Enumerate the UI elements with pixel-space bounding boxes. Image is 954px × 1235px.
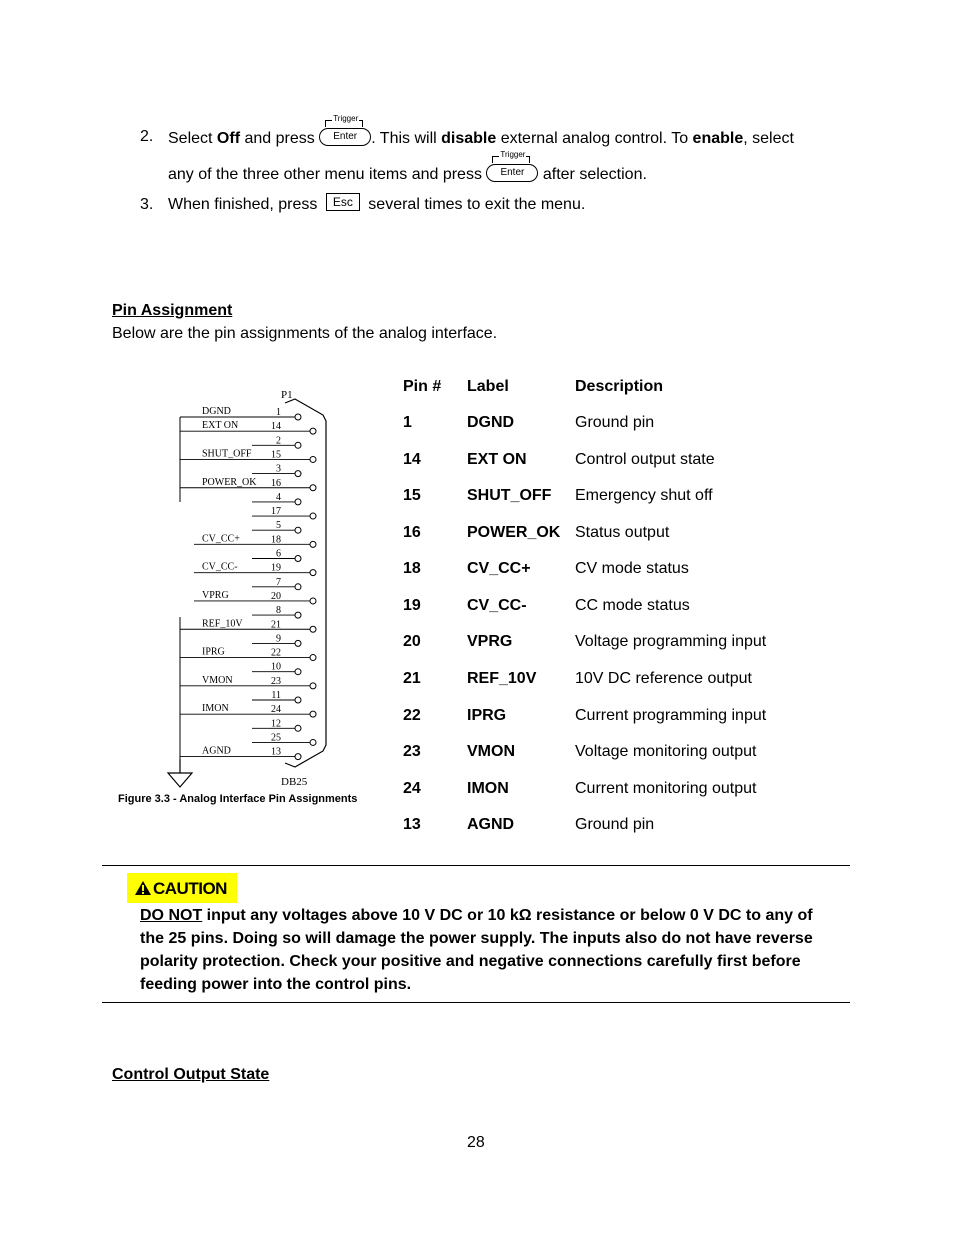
pin-contact — [310, 598, 316, 604]
table-cell-label: IPRG — [467, 707, 507, 724]
table-cell-label: VPRG — [467, 633, 513, 650]
pin-contact — [295, 414, 301, 420]
pin-number-label: 16 — [271, 477, 281, 489]
table-cell-description: Current monitoring output — [575, 780, 757, 797]
step-emph-disable: disable — [441, 130, 497, 148]
table-cell-pin: 13 — [403, 816, 421, 833]
signal-label: IMON — [202, 703, 229, 715]
table-cell-label: CV_CC- — [467, 597, 527, 614]
table-cell-pin: 22 — [403, 707, 421, 724]
pin-number-label: 3 — [276, 463, 281, 475]
table-cell-pin: 19 — [403, 597, 421, 614]
signal-label: IPRG — [202, 646, 225, 658]
table-cell-pin: 14 — [403, 451, 421, 468]
caution-line-2: the 25 pins. Doing so will damage the power supply. The inputs also do not have reverse — [140, 930, 813, 947]
pin-contact — [310, 541, 316, 547]
pin-contact — [295, 499, 301, 505]
table-cell-pin: 16 — [403, 524, 421, 541]
pin-number-label: 24 — [271, 704, 281, 716]
pin-contact — [295, 584, 301, 590]
pin-number-label: 8 — [276, 605, 281, 617]
pin-number-label: 9 — [276, 633, 281, 645]
pin-number-label: 5 — [276, 520, 281, 532]
table-header-pin: Pin # — [403, 378, 442, 395]
table-header-description: Description — [575, 378, 664, 395]
step-emph-off: Off — [216, 130, 241, 148]
connector-shell — [285, 399, 326, 767]
table-cell-label: POWER_OK — [467, 524, 561, 541]
trigger-label: Trigger — [333, 114, 359, 123]
table-cell-description: Voltage monitoring output — [575, 743, 757, 760]
pin-contact — [310, 513, 316, 519]
table-cell-label: IMON — [467, 780, 509, 797]
step-text: external analog control. To — [496, 130, 693, 148]
esc-key-icon: Esc — [326, 193, 360, 211]
pin-contact — [310, 683, 316, 689]
table-cell-description: CV mode status — [575, 560, 689, 577]
table-cell-pin: 24 — [403, 780, 421, 797]
step-text: after selection. — [538, 166, 647, 184]
pin-number-label: 14 — [271, 421, 281, 433]
step-text: any of the three other menu items and press — [168, 166, 487, 184]
pin-number-label: 4 — [276, 491, 281, 503]
caution-text: input any voltages above 10 V DC or 10 kΩ resistance or below 0 V DC to any of — [202, 907, 813, 924]
enter-label: Enter — [486, 164, 538, 182]
pin-contact — [295, 527, 301, 533]
caution-do-not: DO NOT — [140, 907, 203, 924]
pin-contact — [295, 725, 301, 731]
signal-label: AGND — [202, 745, 231, 757]
table-cell-pin: 18 — [403, 560, 421, 577]
pin-number-label: 11 — [271, 690, 281, 701]
step-emph-enable: enable — [692, 130, 744, 148]
pin-number-label: 22 — [271, 647, 281, 659]
step-text: . This will — [371, 130, 442, 148]
pin-contact — [295, 471, 301, 477]
pin-contact — [295, 612, 301, 618]
pin-contact — [310, 711, 316, 717]
table-header-label: Label — [467, 378, 509, 395]
pin-contact — [295, 754, 301, 760]
pin-number-label: 1 — [276, 407, 281, 418]
signal-label: CV_CC- — [202, 561, 238, 573]
table-cell-pin: 15 — [403, 487, 421, 504]
caution-label: CAUTION — [153, 879, 227, 898]
table-cell-description: Control output state — [575, 451, 715, 468]
pin-number-label: 10 — [271, 661, 281, 673]
pin-number-label: 2 — [276, 435, 281, 447]
pin-contact — [310, 428, 316, 434]
signal-label: POWER_OK — [202, 476, 257, 488]
table-cell-description: Status output — [575, 524, 670, 541]
caution-line-3: polarity protection. Check your positive and negative connections carefully first before — [140, 953, 801, 970]
table-cell-label: VMON — [467, 743, 515, 760]
table-cell-label: AGND — [467, 816, 515, 833]
table-cell-label: CV_CC+ — [467, 560, 531, 577]
ground-symbol-icon — [168, 759, 192, 787]
pin-contact — [295, 442, 301, 448]
warning-triangle-icon — [134, 880, 152, 896]
trigger-enter-key-icon — [486, 150, 538, 182]
figure-caption: Figure 3.3 - Analog Interface Pin Assignments — [118, 793, 358, 805]
table-cell-description: 10V DC reference output — [575, 670, 752, 687]
caution-top-divider — [102, 865, 850, 866]
pin-contact — [295, 556, 301, 562]
pin-number-label: 13 — [271, 746, 281, 758]
step-2-line-2 — [168, 150, 647, 186]
signal-label: EXT ON — [202, 420, 239, 432]
step-2-number: 2. — [140, 128, 154, 145]
pin-number-label: 20 — [271, 590, 281, 602]
pin-contact — [310, 739, 316, 745]
caution-line-1 — [140, 907, 813, 925]
caution-bottom-divider — [102, 1002, 850, 1003]
connector-top-label: P1 — [281, 389, 293, 401]
pin-group — [252, 407, 316, 760]
table-cell-pin: 21 — [403, 670, 421, 687]
table-cell-description: CC mode status — [575, 597, 690, 614]
table-cell-pin: 23 — [403, 743, 421, 760]
pin-number-label: 23 — [271, 675, 281, 687]
pin-number-label: 18 — [271, 534, 281, 546]
table-cell-description: Emergency shut off — [575, 487, 713, 504]
pin-contact — [310, 626, 316, 632]
table-cell-label: EXT ON — [467, 451, 527, 468]
step-2-line-1 — [168, 114, 794, 150]
caution-line-4: feeding power into the control pins. — [140, 976, 412, 993]
signal-label: REF_10V — [202, 618, 243, 630]
pin-number-label: 7 — [276, 576, 281, 588]
signal-label: SHUT_OFF — [202, 448, 252, 460]
pin-number-label: 12 — [271, 718, 281, 730]
pin-contact — [310, 570, 316, 576]
step-text: and press — [240, 130, 320, 148]
pin-number-label: 21 — [271, 619, 281, 631]
pin-number-label: 15 — [271, 449, 281, 461]
page-number: 28 — [467, 1134, 485, 1151]
pin-contact — [310, 456, 316, 462]
section-title-pin-assignment: Pin Assignment — [112, 302, 233, 319]
pin-number-label: 17 — [271, 506, 281, 518]
signal-label: VPRG — [202, 589, 229, 601]
table-cell-label: SHUT_OFF — [467, 487, 552, 504]
table-cell-description: Ground pin — [575, 414, 655, 431]
trigger-enter-key-icon — [319, 114, 371, 146]
step-text: , select — [743, 130, 794, 148]
step-text: Select — [168, 130, 217, 148]
section-intro: Below are the pin assignments of the analog interface. — [112, 325, 498, 342]
signal-group — [180, 406, 257, 757]
table-cell-description: Voltage programming input — [575, 633, 767, 650]
table-cell-label: REF_10V — [467, 670, 537, 687]
step-text: several times to exit the menu. — [363, 196, 586, 214]
table-cell-pin: 20 — [403, 633, 421, 650]
step-text: When finished, press — [168, 196, 322, 214]
db25-connector-diagram — [160, 385, 390, 795]
signal-label: VMON — [202, 674, 233, 686]
signal-label: CV_CC+ — [202, 533, 240, 545]
table-cell-pin: 1 — [403, 414, 412, 431]
pin-number-label: 25 — [271, 732, 281, 744]
pin-number-label: 19 — [271, 562, 281, 574]
pin-number-label: 6 — [276, 548, 281, 560]
pin-contact — [295, 669, 301, 675]
connector-bottom-label: DB25 — [281, 776, 308, 788]
table-cell-description: Current programming input — [575, 707, 767, 724]
step-3-line-1 — [168, 196, 585, 214]
pin-contact — [310, 485, 316, 491]
section-title-control-output-state: Control Output State — [112, 1066, 270, 1083]
table-cell-description: Ground pin — [575, 816, 655, 833]
enter-label: Enter — [319, 128, 371, 146]
step-3-number: 3. — [140, 196, 154, 213]
pin-contact — [295, 640, 301, 646]
caution-badge — [127, 873, 237, 903]
signal-label: DGND — [202, 406, 231, 417]
pin-contact — [295, 697, 301, 703]
pin-contact — [310, 655, 316, 661]
table-cell-label: DGND — [467, 414, 515, 431]
trigger-label: Trigger — [500, 150, 526, 159]
